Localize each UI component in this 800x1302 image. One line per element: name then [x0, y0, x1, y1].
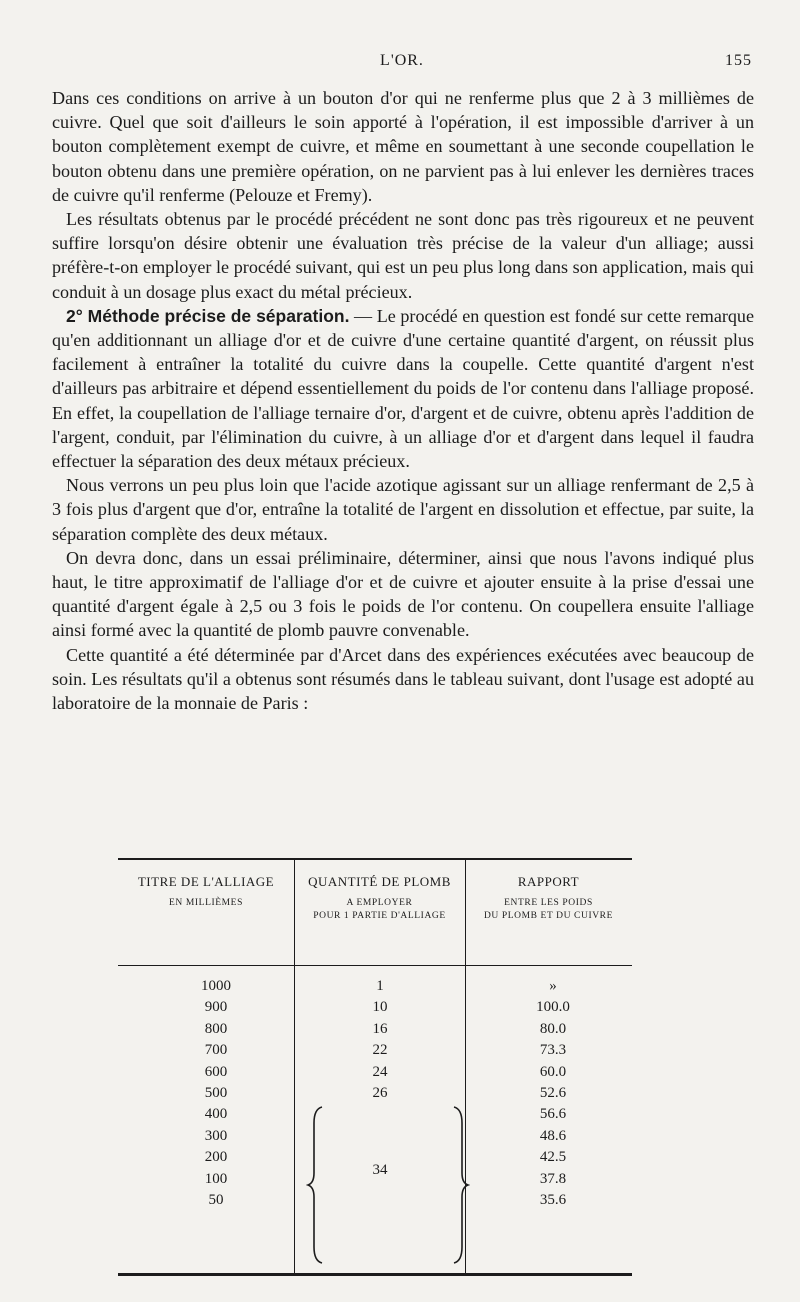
table-cell: 42.5 — [539, 1149, 567, 1166]
paragraph — [52, 304, 754, 473]
table-cell: 400 — [204, 1106, 228, 1123]
header-subtitle: A EMPLOYER — [346, 898, 413, 908]
table-cell: 100.0 — [536, 999, 570, 1016]
header-title: RAPPORT — [517, 874, 580, 889]
table-cell: 1 — [376, 978, 384, 994]
table-cell: 26 — [372, 1084, 388, 1101]
header-titre — [118, 874, 294, 910]
header-rapport — [465, 874, 632, 923]
header-plomb — [294, 874, 465, 923]
table-cell: 1000 — [201, 978, 231, 994]
table-cell: » — [549, 978, 557, 994]
table-cell: 900 — [204, 999, 228, 1016]
table-cell: 52.6 — [539, 1084, 567, 1101]
plomb-grouped-cell: 34 — [372, 1162, 388, 1178]
table-cell: 16 — [372, 1020, 388, 1037]
header-subtitle: DU PLOMB ET DU CUIVRE — [483, 911, 614, 921]
rapport-column — [528, 976, 578, 1211]
table-cell: 48.6 — [539, 1127, 567, 1144]
header-rule — [118, 965, 632, 966]
table-cell: 80.0 — [539, 1020, 567, 1037]
table-cell: 300 — [204, 1127, 228, 1144]
table-cell: 56.6 — [539, 1106, 567, 1123]
table-cell: 200 — [204, 1149, 228, 1166]
table-cell: 500 — [204, 1084, 228, 1101]
table-cell: 22 — [372, 1042, 388, 1059]
page-number: 155 — [725, 52, 752, 69]
paragraph: On devra donc, dans un essai préliminaire, déterminer, ainsi que nous l'avons indiqué plus haut, le titre approximatif de l'alliage d'or et de cuivre et ajouter ensuite à la prise d'essai une quantité d'argent égale à 2,5 ou 3 fois le poids de l'or contenu. On coupellera ensuite l'alliage ainsi formé avec la quantité de plomb pauvre convenable. — [52, 547, 754, 641]
table-cell: 50 — [208, 1191, 224, 1208]
plomb-column — [360, 976, 400, 1104]
section-heading: 2° Méthode précise de séparation. — [66, 305, 350, 326]
table-cell: 60.0 — [539, 1063, 567, 1080]
left-brace-icon — [306, 1105, 328, 1265]
table-cell: 10 — [372, 999, 388, 1016]
table-cell: 24 — [372, 1063, 388, 1080]
table-cell: 600 — [204, 1063, 228, 1080]
table-cell: 100 — [204, 1170, 228, 1187]
paragraph: Nous verrons un peu plus loin que l'acide azotique agissant sur un alliage renfermant de 2,5 à 3 fois plus d'argent que d'or, entraîne la totalité de l'argent en dissolution et effectue, par suite, la séparation complète des deux métaux. — [52, 475, 754, 544]
table-cell: 37.8 — [539, 1170, 567, 1187]
page-header — [52, 52, 752, 76]
header-title: QUANTITÉ DE PLOMB — [308, 874, 451, 889]
lead-quantity-table — [118, 858, 632, 1276]
table-cell: 35.6 — [539, 1191, 567, 1208]
table-cell: 73.3 — [539, 1042, 567, 1059]
table-cell: 800 — [204, 1020, 228, 1037]
paragraph: Les résultats obtenus par le procédé précédent ne sont donc pas très rigoureux et ne peuvent suffire lorsqu'on désire obtenir une évaluation très précise de la valeur d'un alliage; aussi préfère-t-on employer le procédé suivant, qui est un peu plus long dans son application, mais qui conduit à un dosage plus exact du métal précieux. — [52, 209, 754, 302]
header-subtitle: POUR 1 PARTIE D'ALLIAGE — [313, 911, 446, 921]
header-subtitle: EN MILLIÈMES — [169, 898, 243, 908]
table-cell: 700 — [204, 1042, 228, 1059]
running-title: L'OR. — [380, 52, 424, 69]
body-text — [52, 86, 754, 715]
header-subtitle: ENTRE LES POIDS — [504, 898, 593, 908]
paragraph-text: — Le procédé en question est fondé sur cette remarque qu'en additionnant un alliage d'or et de cuivre d'une certaine quantité d'argent, on réussit plus facilement à entraîner la totalité du cuivre dans la coupelle. Cette quantité d'argent n'est d'ailleurs pas arbitraire et dépend essentiellement du poids de l'or contenu dans l'alliage proposé. En effet, la coupellation de l'alliage ternaire d'or, d'argent et de cuivre, obtenu après l'addition de l'argent, conduit, par l'élimination du cuivre, à un alliage d'or et d'argent dans lequel il faudra effectuer la séparation des deux métaux précieux. — [52, 305, 754, 472]
paragraph: Cette quantité a été déterminée par d'Arcet dans des expériences exécutées avec beaucoup de soin. Les résultats qu'il a obtenus sont résumés dans le tableau suivant, dont l'usage est adopté au laboratoire de la monnaie de Paris : — [52, 644, 754, 714]
titre-column — [196, 976, 236, 1211]
header-title: TITRE DE L'ALLIAGE — [137, 874, 275, 889]
paragraph: Dans ces conditions on arrive à un bouton d'or qui ne renferme plus que 2 à 3 millièmes de cuivre. Quel que soit d'ailleurs le soin apporté à l'opération, il est impossible d'arriver à un bouton complètement exempt de cuivre, et même en soumettant à une seconde coupellation le bouton obtenu dans une première opération, on ne parvient pas à lui enlever les dernières traces de cuivre qu'il renferme (Pelouze et Fremy). — [52, 88, 754, 205]
right-brace-icon — [448, 1105, 470, 1265]
